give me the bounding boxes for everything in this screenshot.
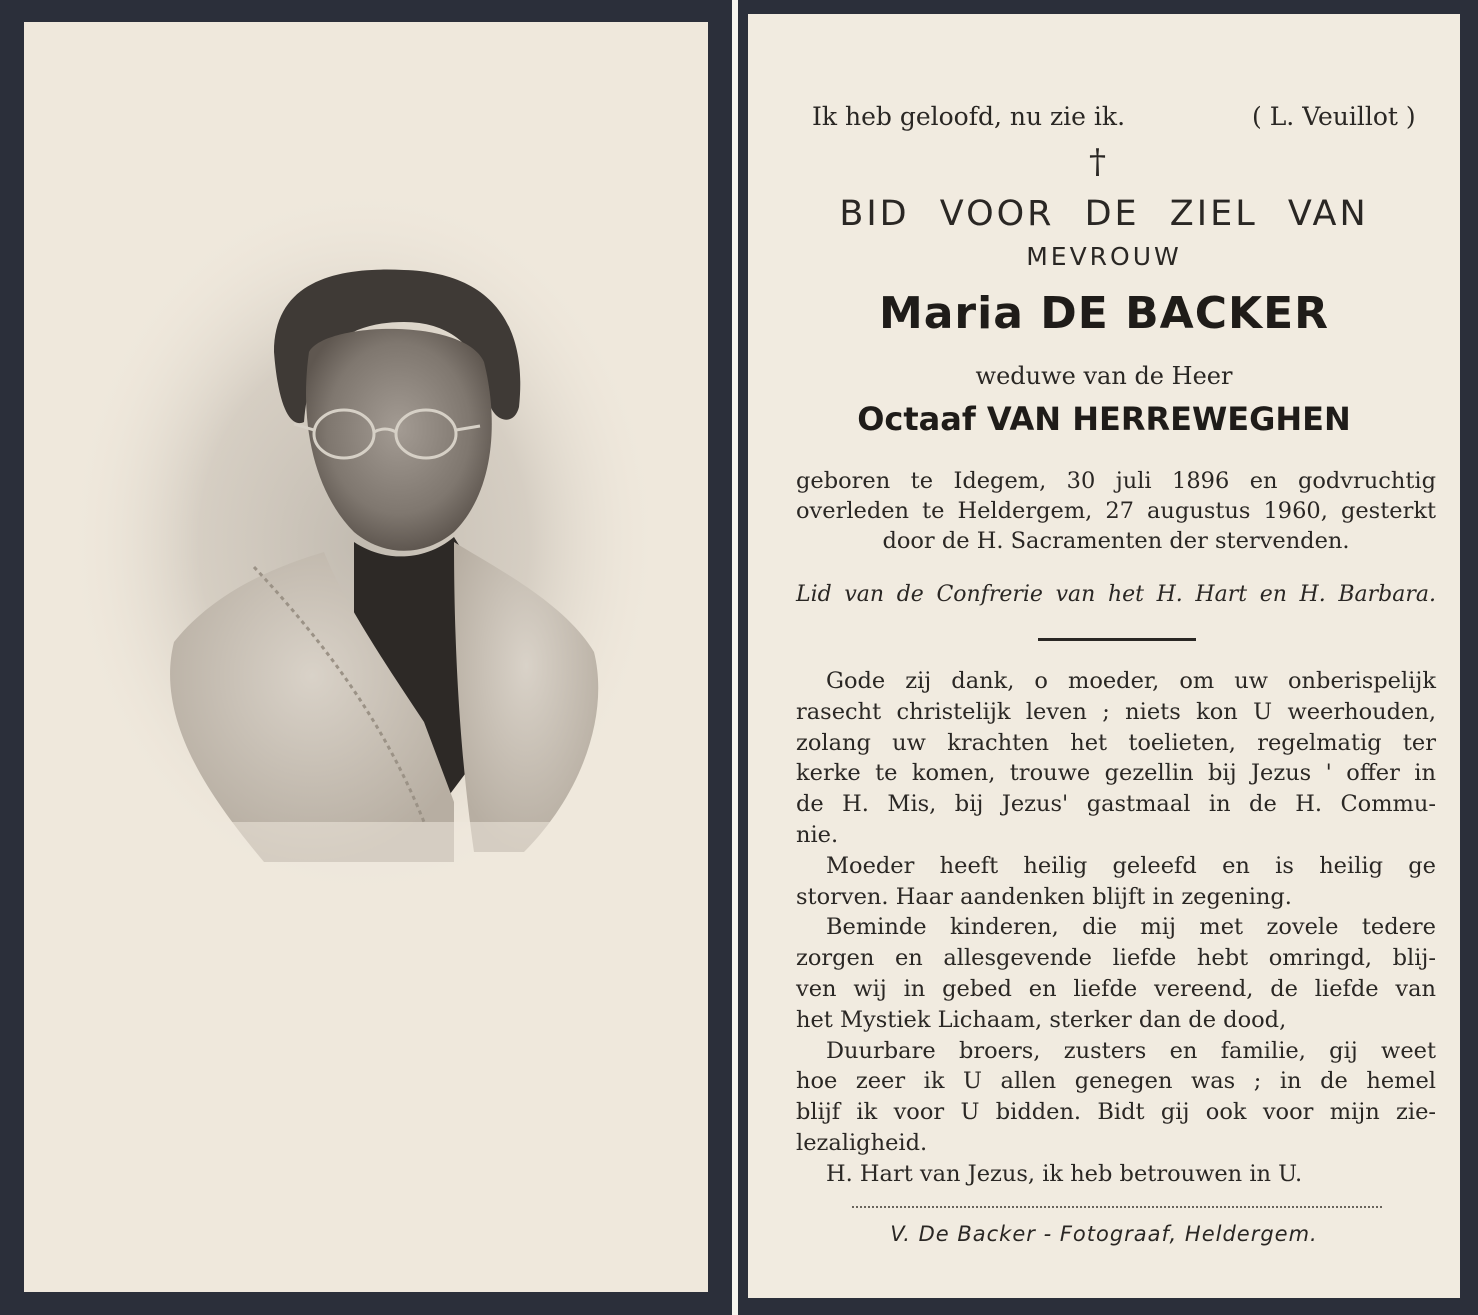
eulogy-line: hoe zeer ik U allen genegen was ; in de hemel: [796, 1068, 1436, 1095]
eulogy-line: storven. Haar aandenken blijft in zegening.: [796, 883, 1292, 910]
divider: [1038, 638, 1196, 641]
eulogy-line: Duurbare broers, zusters en familie, gij weet: [826, 1037, 1436, 1064]
eulogy-line: zorgen en allesgevende liefde hebt omringd, blij-: [796, 945, 1436, 972]
portrait-photo: [24, 22, 708, 1292]
motto-quote: Ik heb geloofd, nu zie ik.: [812, 102, 1126, 131]
photographer-credit: V. De Backer - Fotograaf, Heldergem.: [890, 1222, 1318, 1246]
eulogy-line: Gode zij dank, o moeder, om uw onberispelijk: [826, 668, 1436, 694]
bio-line: overleden te Heldergem, 27 augustus 1960, gesterkt: [796, 498, 1436, 524]
eulogy-line: ven wij in gebed en liefde vereend, de liefde van: [796, 975, 1436, 1002]
motto-source: ( L. Veuillot ): [1252, 102, 1416, 131]
eulogy-line: kerke te komen, trouwe gezellin bij Jezus ' offer in: [796, 760, 1436, 787]
cross-icon: †: [1089, 142, 1106, 182]
eulogy-line: H. Hart van Jezus, ik heb betrouwen in U.: [826, 1160, 1303, 1187]
eulogy-line: nie.: [796, 821, 839, 848]
widow-of-label: weduwe van de Heer: [975, 362, 1233, 390]
prayer-heading: BID VOOR DE ZIEL VAN: [839, 194, 1369, 234]
memorial-card-back: [738, 0, 1478, 1315]
text-panel: [748, 14, 1460, 1298]
bio-line: door de H. Sacramenten der stervenden.: [882, 528, 1350, 554]
photo-panel: [24, 22, 708, 1292]
eulogy-line: blijf ik voor U bidden. Bidt gij ook voor mijn zie-: [796, 1099, 1436, 1126]
deceased-name: Maria DE BACKER: [878, 288, 1330, 339]
bio-paragraph: [796, 466, 1436, 556]
eulogy-text: [796, 666, 1436, 1190]
eulogy-line: zolang uw krachten het toelieten, regelmatig ter: [796, 729, 1436, 756]
bio-line: geboren te Idegem, 30 juli 1896 en godvruchtig: [796, 468, 1436, 494]
husband-name: Octaaf VAN HERREWEGHEN: [857, 400, 1351, 438]
honorific-title: MEVROUW: [1026, 242, 1182, 271]
eulogy-line: Beminde kinderen, die mij met zovele tedere: [826, 914, 1436, 941]
eulogy-line: het Mystiek Lichaam, sterker dan de dood,: [796, 1006, 1287, 1033]
eulogy-line: lezaligheid.: [796, 1129, 928, 1156]
eulogy-line: de H. Mis, bij Jezus' gastmaal in de H. Commu-: [796, 791, 1436, 818]
memorial-card-front: [0, 0, 732, 1315]
dotted-divider: [852, 1206, 1382, 1208]
eulogy-line: Moeder heeft heilig geleefd en is heilig ge: [826, 852, 1436, 879]
eulogy-line: rasecht christelijk leven ; niets kon U weerhouden,: [796, 698, 1436, 725]
membership-line: Lid van de Confrerie van het H. Hart en H. Barbara.: [796, 582, 1436, 607]
